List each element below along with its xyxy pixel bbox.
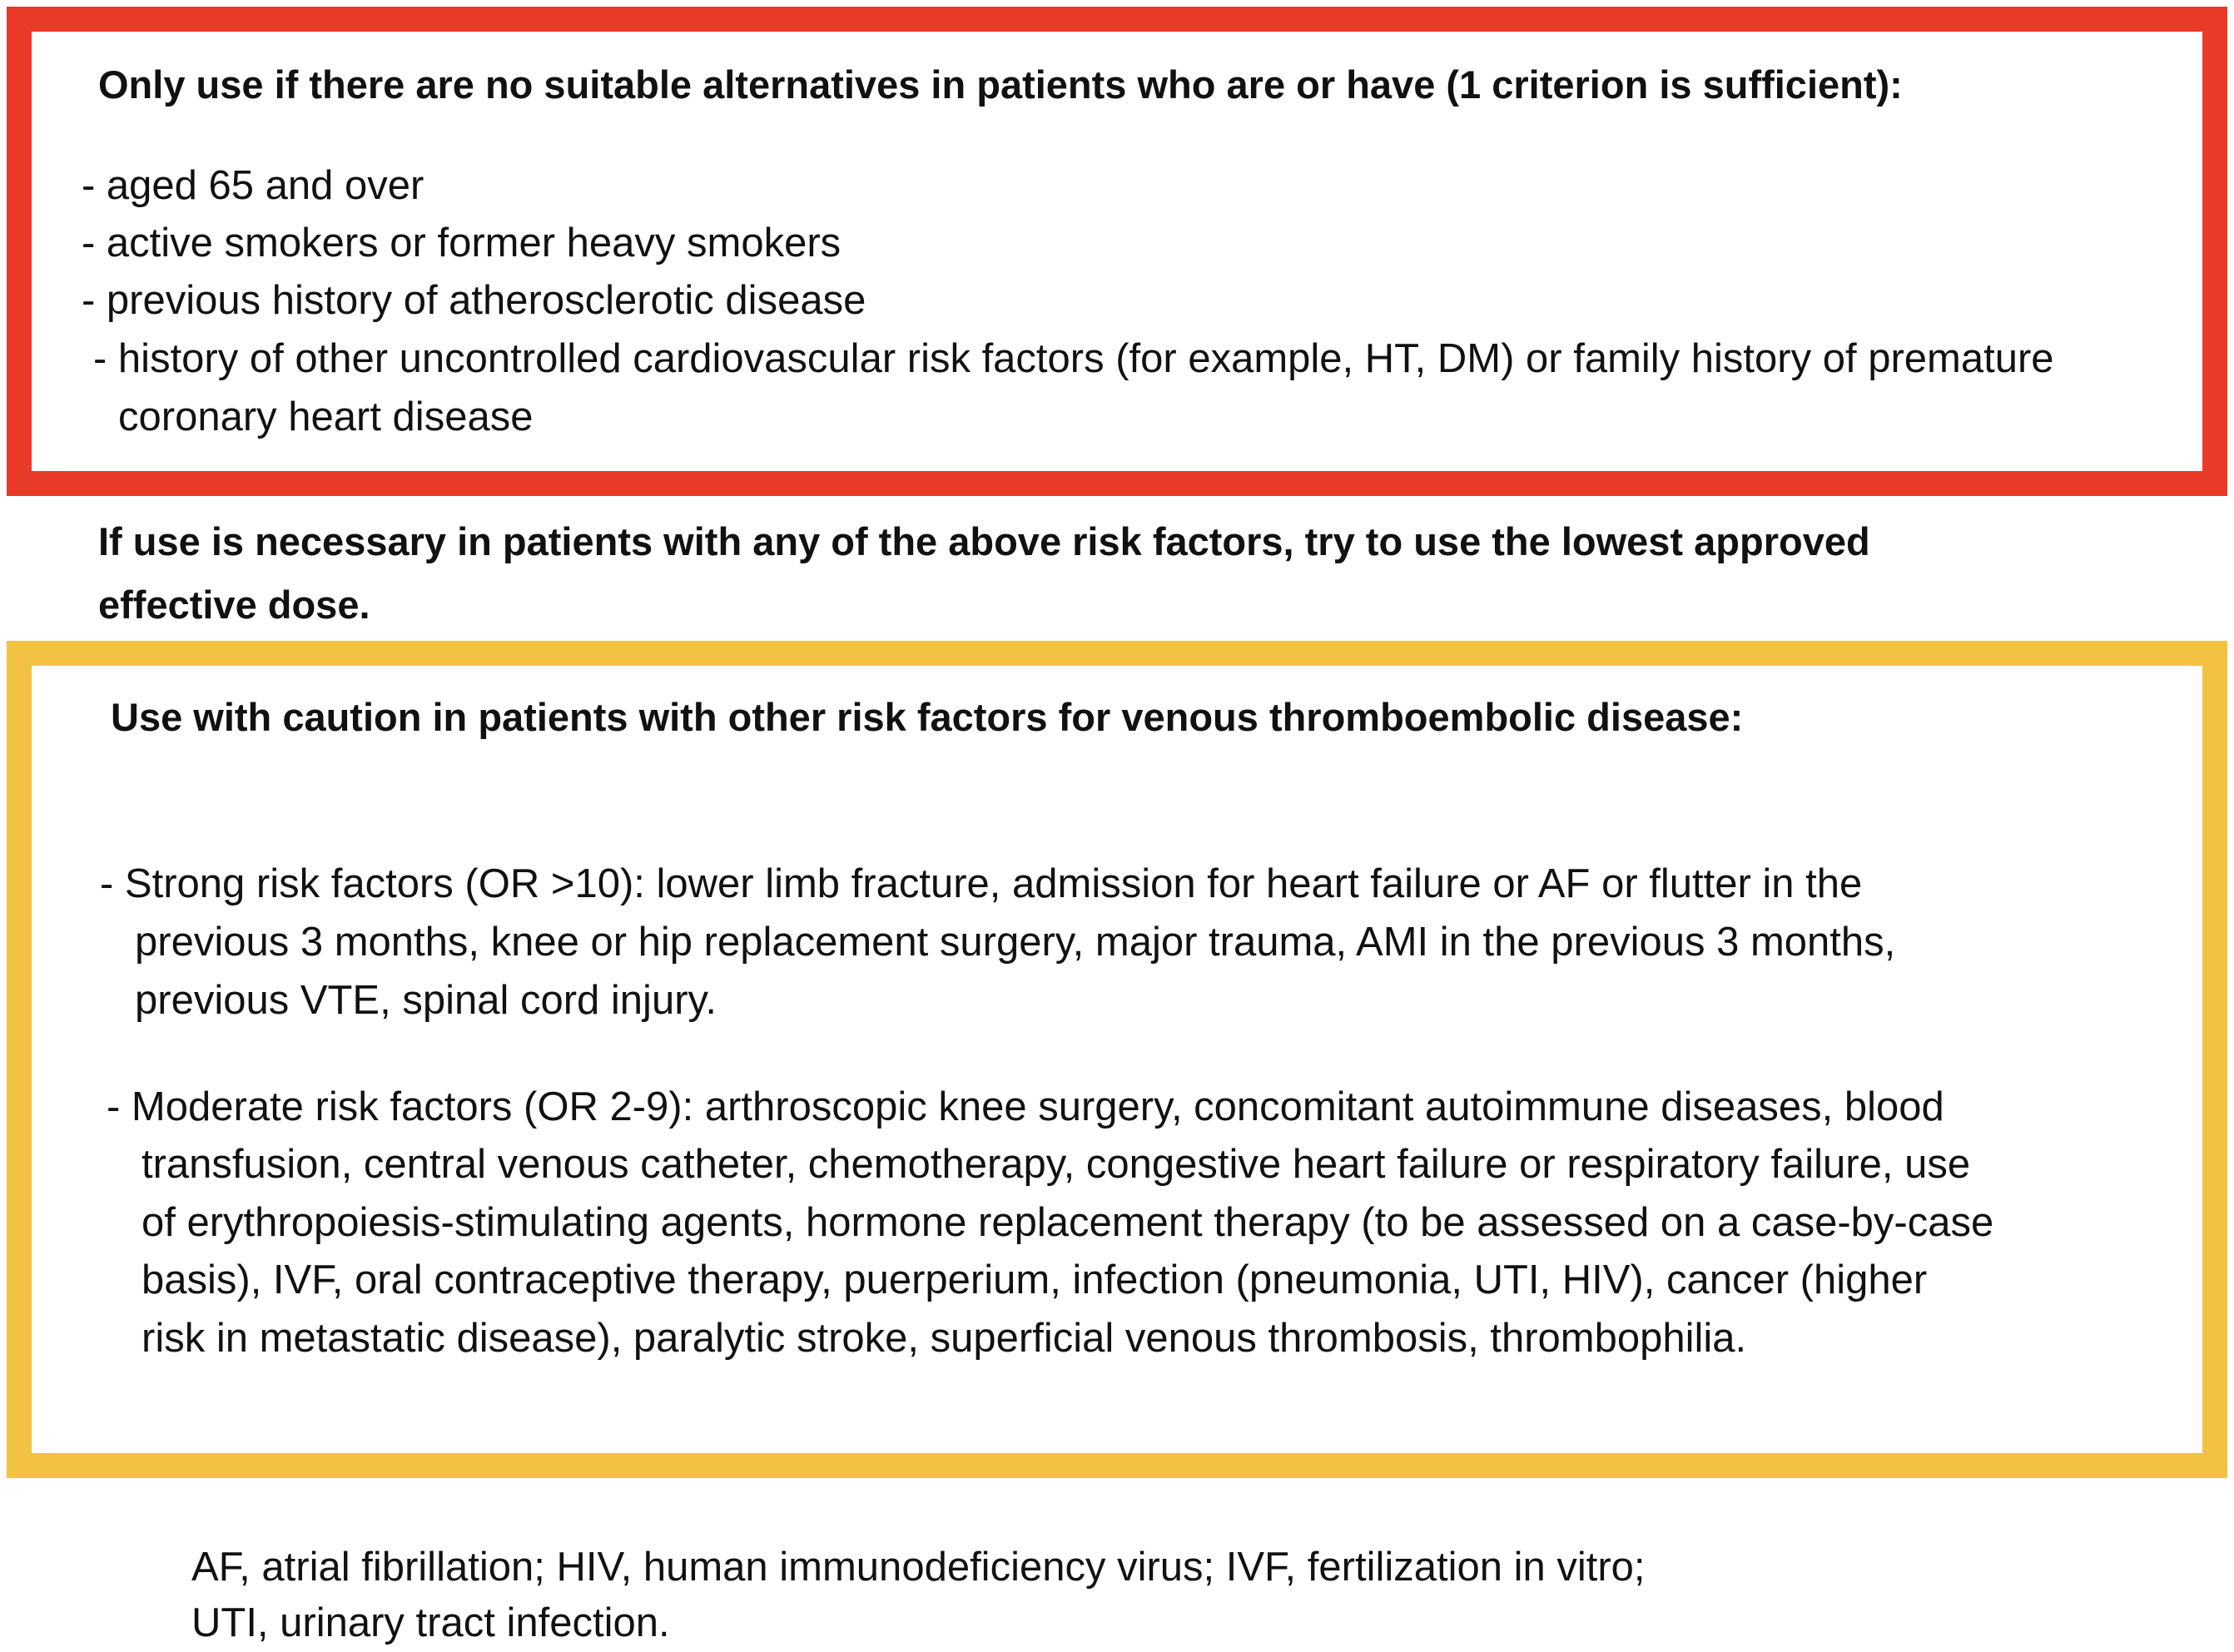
moderate-risk-line-2: transfusion, central venous catheter, chemotherapy, congestive heart failure or respiratory failure, use (141, 1142, 1971, 1187)
strong-risk-line-3: previous VTE, spinal cord injury. (135, 978, 717, 1023)
footnote-line-1: AF, atrial fibrillation; HIV, human immunodeficiency virus; IVF, fertilization in vitro; (191, 1545, 1646, 1590)
moderate-risk-line-1: - Moderate risk factors (OR 2-9): arthroscopic knee surgery, concomitant autoimmune diseases, blood (107, 1084, 1944, 1129)
moderate-risk-line-5: risk in metastatic disease), paralytic stroke, superficial venous thrombosis, thrombophilia. (141, 1316, 1747, 1361)
strong-risk-line-1: - Strong risk factors (OR >10): lower limb fracture, admission for heart failure or AF or flutter in the (100, 861, 1863, 906)
moderate-risk-line-3: of erythropoiesis-stimulating agents, hormone replacement therapy (to be assessed on a case-by-case (141, 1200, 1994, 1245)
criterion-item-smokers: - active smokers or former heavy smokers (82, 221, 841, 265)
criterion-item-age: - aged 65 and over (82, 163, 424, 208)
dose-note-line-2: effective dose. (98, 583, 370, 627)
strong-risk-line-2: previous 3 months, knee or hip replacement surgery, major trauma, AMI in the previous 3 months, (135, 920, 1896, 965)
moderate-risk-line-4: basis), IVF, oral contraceptive therapy, puerperium, infection (pneumonia, UTI, HIV), cancer (higher (141, 1258, 1928, 1302)
criterion-item-cv-risk-factors-continued: coronary heart disease (118, 394, 534, 439)
criterion-item-cv-risk-factors: - history of other uncontrolled cardiovascular risk factors (for example, HT, DM) or family history of premature (93, 336, 2054, 381)
caution-heading: Use with caution in patients with other risk factors for venous thromboembolic disease: (111, 695, 1744, 739)
footnote-line-2: UTI, urinary tract infection. (191, 1600, 670, 1645)
dose-note-line-1: If use is necessary in patients with any of the above risk factors, try to use the lowest approved (98, 519, 1870, 563)
contraindication-heading: Only use if there are no suitable alternatives in patients who are or have (1 criterion is sufficient): (98, 62, 1903, 107)
criterion-item-atherosclerotic: - previous history of atherosclerotic disease (82, 278, 866, 323)
